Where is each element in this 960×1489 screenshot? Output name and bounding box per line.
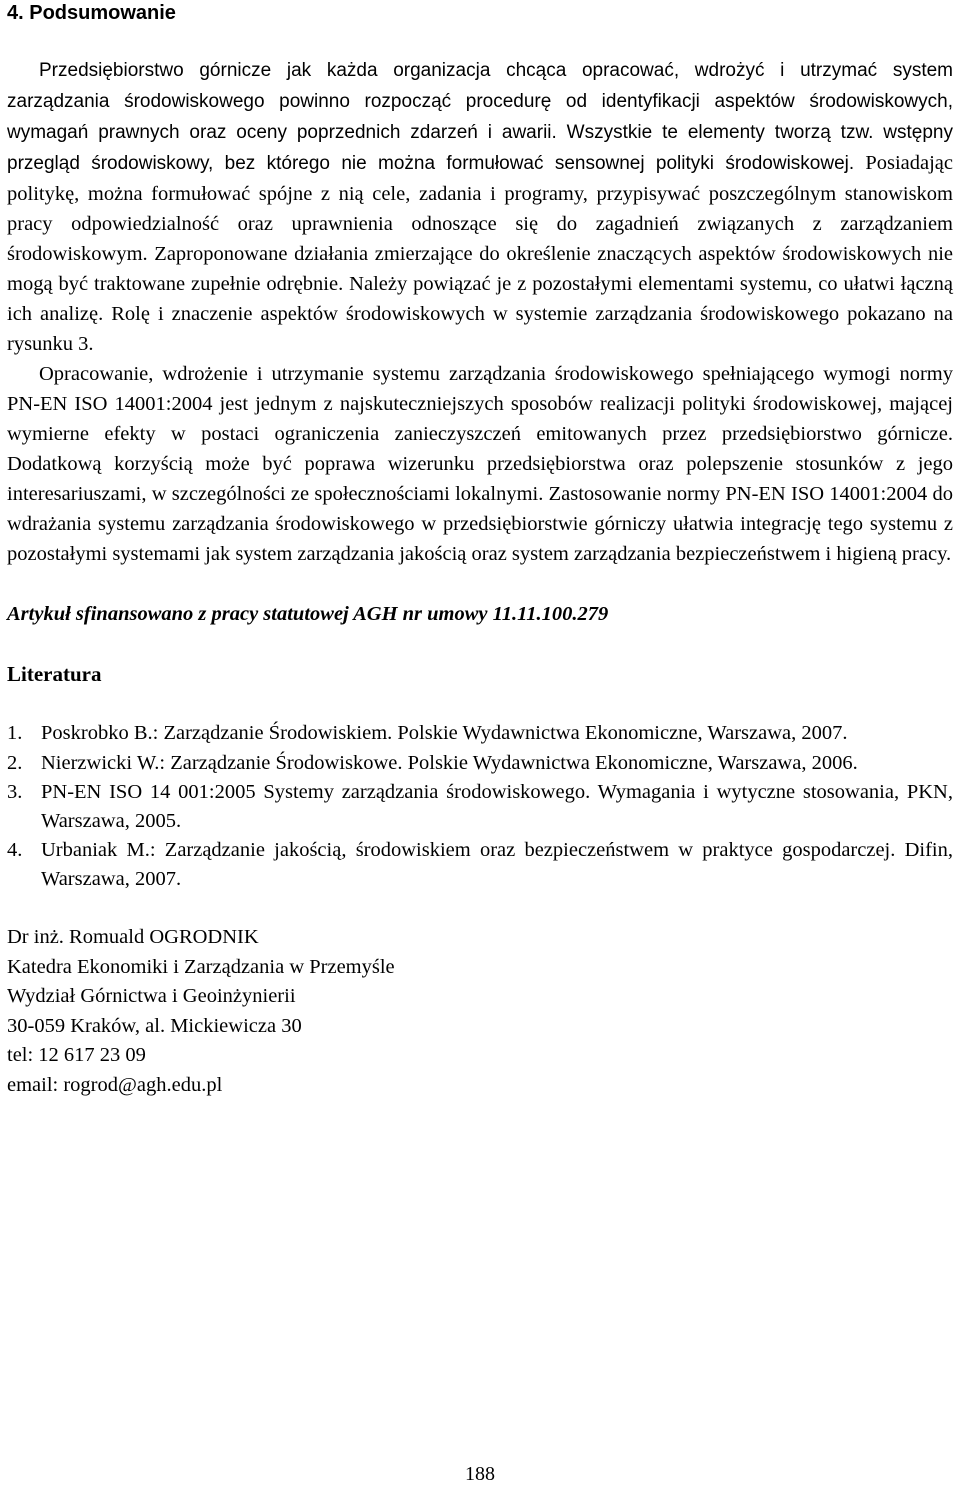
references-title: Literatura [7, 662, 102, 686]
author-department: Katedra Ekonomiki i Zarządzania w Przemyśle [7, 955, 395, 978]
reference-item [7, 836, 953, 893]
summary-paragraph-1-rest: Posiadając politykę, można formułować spójne z nią cele, zadania i programy, przypisywać poszczególnym stanowiskom pracy odpowiedzialność oraz uprawnienia odnoszące się do zagadnień związanych z zarządzaniem środowiskowym. Zaproponowane działania zmierzające do określenie znaczących aspektów środowiskowych nie mogą być traktowane zupełnie odrębnie. Należy powiązać je z pozostałymi elementami systemu, co ułatwi łączną ich analizę. Rolę i znaczenie aspektów środowiskowych w systemie zarządzania środowiskowego pokazano na rysunku 3. [7, 152, 953, 355]
reference-number: 2. [7, 751, 23, 774]
reference-text: Poskrobko B.: Zarządzanie Środowiskiem. Polskie Wydawnictwa Ekonomiczne, Warszawa, 2007. [41, 722, 848, 744]
reference-text: Urbaniak M.: Zarządzanie jakością, środowiskiem oraz bezpieczeństwem w praktyce gospodarczej. Difin, Warszawa, 2007. [41, 839, 953, 890]
page-number: 188 [465, 1463, 495, 1485]
reference-text: Nierzwicki W.: Zarządzanie Środowiskowe. Polskie Wydawnictwa Ekonomiczne, Warszawa, 2006. [41, 751, 858, 774]
summary-paragraph-2: Opracowanie, wdrożenie i utrzymanie systemu zarządzania środowiskowego spełniającego wymogi normy PN-EN ISO 14001:2004 jest jednym z najskuteczniejszych sposobów realizacji polityki środowiskowej, mającej wymierne efekty w postaci ograniczenia zanieczyszczeń emitowanych przez przedsiębiorstwo górnicze. Dodatkową korzyścią może być poprawa wizerunku przedsiębiorstwa oraz polepszenie stosunków z jego interesariuszami, w szczególności ze społecznościami lokalnymi. Zastosowanie normy PN-EN ISO 14001:2004 do wdrażania systemu zarządzania środowiskowego w przedsiębiorstwie górniczy ułatwia integrację tego systemu z pozostałymi systemami jak system zarządzania jakością oraz system zarządzania bezpieczeństwem i higieną pracy. [7, 363, 953, 565]
summary-paragraph-1-lead: Przedsiębiorstwo górnicze jak każda organizacja chcąca opracować, wdrożyć i utrzymać system zarządzania środowiskowego powinno rozpocząć procedurę od identyfikacji aspektów środowiskowych, wymagań prawnych oraz oceny poprzednich zdarzeń i awarii. Wszystkie te elementy tworzą tzw. wstępny przegląd środowiskowy, bez którego nie można formułować sensownej polityki środowiskowej. [7, 60, 953, 174]
author-email: email: rogrod@agh.edu.pl [7, 1073, 223, 1096]
references-list [7, 719, 953, 893]
reference-number: 4. [7, 839, 23, 861]
author-faculty: Wydział Górnictwa i Geoinżynierii [7, 985, 296, 1007]
author-name: Dr inż. Romuald OGRODNIK [7, 926, 259, 948]
section-heading: 4. Podsumowanie [7, 2, 176, 24]
reference-number: 1. [7, 722, 23, 744]
author-address: 30-059 Kraków, al. Mickiewicza 30 [7, 1014, 302, 1037]
funding-note: Artykuł sfinansowano z pracy statutowej AGH nr umowy 11.11.100.279 [7, 603, 609, 625]
summary-paragraph-1 [7, 55, 953, 359]
document-page [7, 0, 953, 1100]
reference-item [7, 778, 953, 835]
author-block [7, 923, 953, 1100]
reference-number: 3. [7, 781, 23, 803]
reference-text: PN-EN ISO 14 001:2005 Systemy zarządzania środowiskowego. Wymagania i wytyczne stosowania, PKN, Warszawa, 2005. [41, 781, 953, 832]
author-phone: tel: 12 617 23 09 [7, 1044, 146, 1066]
reference-item [7, 749, 953, 778]
reference-item [7, 719, 953, 748]
